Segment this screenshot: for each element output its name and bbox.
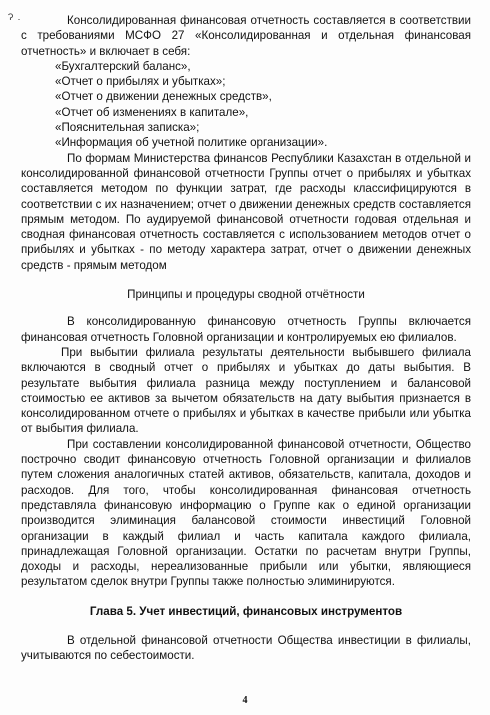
list-item: «Информация об учетной политике организации».: [55, 136, 328, 150]
list-item: «Отчет об изменениях в капитале»,: [55, 105, 249, 119]
report-list: [21, 59, 471, 151]
consolidation-paragraph: При составлении консолидированной финансовой отчетности, Общество построчно сводит финансовую отчетность Головной организации и филиалов путем сложения аналогичных статей активов, обязательств, капитала, доходов и расходов. Для того, чтобы консолидированная финансовая отчетность представляла финансовую информацию о Группе как о единой организации производится элиминация балансовой стоимости инвестиций Головной организации в каждый филиал и часть капитала каждого филиала, принадлежащая Головной организации. Остатки по расчетам внутри Группы, доходы и расходы, нереализованные прибыли или убытки, являющиеся результатом сделок внутри Группы также полностью элиминируются.: [21, 437, 471, 589]
list-item: «Бухгалтерский баланс»,: [55, 59, 191, 73]
page-number: 4: [242, 695, 248, 706]
group-paragraph: В консолидированную финансовую отчетность Группы включается финансовая отчетность Головной организации и контролируемых ею филиалов.: [21, 315, 471, 344]
corner-scan-mark: Ɂ .: [8, 12, 22, 22]
document-body: [21, 13, 471, 664]
investments-paragraph: В отдельной финансовой отчетности Общества инвестиции в филиалы, учитываются по себестоимости.: [21, 633, 471, 663]
chapter-heading: Глава 5. Учет инвестиций, финансовых инструментов: [89, 604, 403, 618]
intro-paragraph: Консолидированная финансовая отчетность составляется в соответствии с требованиями МСФО 27 «Консолидированная и отдельная финансовая отчетность» и включает в себя:: [21, 14, 471, 58]
list-item: «Отчет о прибылях и убытках»;: [55, 75, 226, 89]
disposal-paragraph: При выбытии филиала результаты деятельности выбывшего филиала включаются в сводный отчет о прибылях и убытках до даты выбытия. В результате выбытия филиала разница между поступлением и балансовой стоимостью ее активов за вычетом обязательств на дату выбытия признается в консолидированном отчете о прибылях и убытках в качестве прибыли или убытка от выбытия филиала.: [21, 345, 471, 436]
forms-paragraph: По формам Министерства финансов Республики Казахстан в отдельной и консолидированной финансовой отчетности Группы отчет о прибылях и убытках составляется методом по функции затрат, где расходы классифицируются в соответствии с их назначением; отчет о движении денежных средств составляется прямым методом. По аудируемой финансовой отчетности годовая отдельная и сводная финансовая отчетность составляется с использованием методов отчет о прибылях и убытках - по методу характера затрат, отчет о движении денежных средств - прямым методом: [21, 151, 471, 272]
list-item: «Отчет о движении денежных средств»,: [55, 90, 272, 104]
section-heading-principles: Принципы и процедуры сводной отчётности: [127, 288, 365, 302]
list-item: «Пояснительная записка»;: [55, 121, 200, 135]
